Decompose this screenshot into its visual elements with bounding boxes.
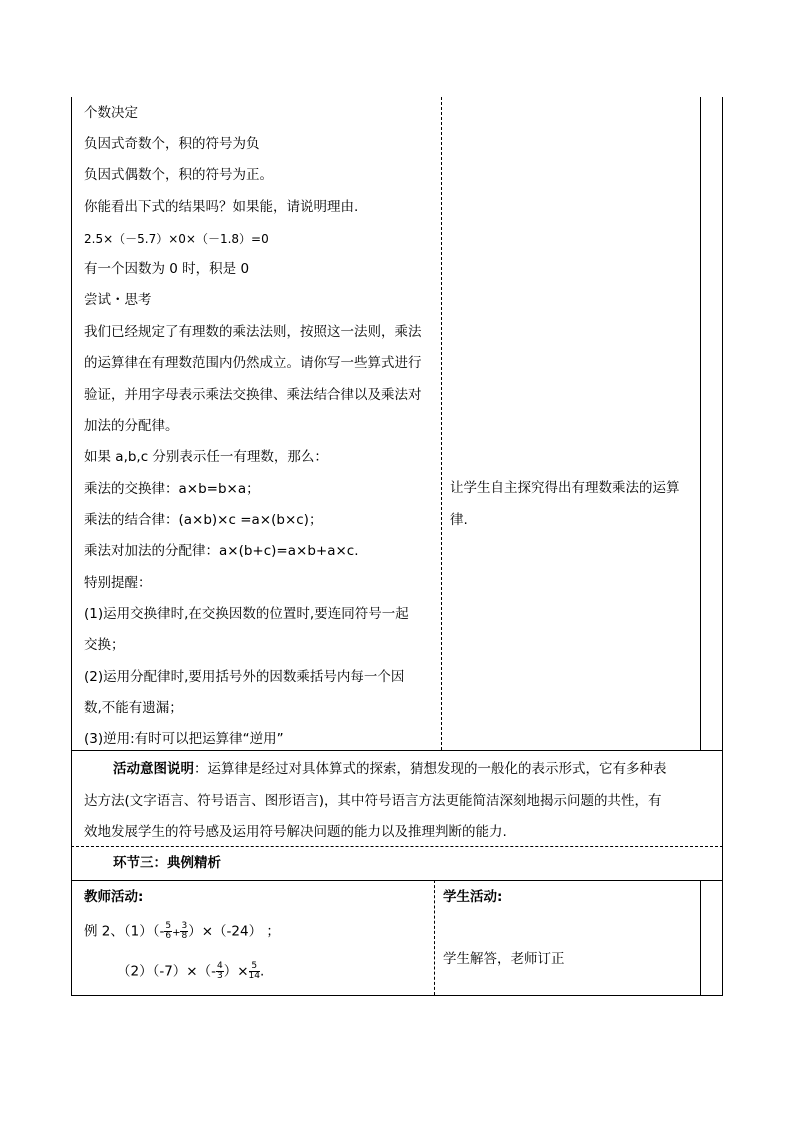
table-right-inner-border bbox=[700, 97, 701, 750]
student-activity-heading: 学生活动: bbox=[443, 889, 503, 905]
fraction-denominator: 14 bbox=[248, 971, 260, 981]
activity-intent-text: ：运算律是经过对具体算式的探索，猜想发现的一般化的表示形式，它有多种表 bbox=[194, 761, 667, 777]
reminder-item: (2)运用分配律时,要用括号外的因数乘括号内每一个因 bbox=[84, 669, 405, 685]
student-intent-line: 律. bbox=[450, 512, 468, 528]
text-line: 我们已经规定了有理数的乘法法则，按照这一法则，乘法 bbox=[84, 324, 422, 340]
column-divider-top bbox=[441, 97, 442, 750]
fraction-denominator: 8 bbox=[181, 931, 188, 941]
text-line: 有一个因数为 0 时，积是 0 bbox=[84, 261, 250, 277]
text-line: 个数决定 bbox=[84, 105, 138, 121]
column-divider-bottom bbox=[434, 880, 435, 995]
example-prefix: 例 2、（1）（- bbox=[84, 923, 165, 940]
text-line: 如果 a,b,c 分别表示任一有理数，那么： bbox=[84, 449, 328, 465]
row-border-section3 bbox=[71, 846, 723, 847]
activity-intent-label: 活动意图说明 bbox=[113, 761, 194, 777]
reminder-item: (1)运用交换律时,在交换因数的位置时,要连同符号一起 bbox=[84, 606, 409, 622]
activity-intent-line-2: 达方法(文字语言、符号语言、图形语言)，其中符号语言方法更能简洁深刻地揭示问题的共性，有 bbox=[84, 793, 662, 809]
text-line: 你能看出下式的结果吗？如果能，请说明理由. bbox=[84, 199, 359, 215]
fraction-5-14 bbox=[249, 962, 260, 981]
text-line: 验证，并用字母表示乘法交换律、乘法结合律以及乘法对 bbox=[84, 387, 422, 403]
example2-mid: ）× bbox=[223, 963, 249, 980]
example-2-part-2 bbox=[117, 962, 264, 984]
section3-title: 环节三：典例精析 bbox=[113, 855, 221, 871]
example-suffix: ）×（-24） ； bbox=[188, 923, 280, 940]
row-border-examples bbox=[71, 880, 723, 881]
equation-line: 2.5×（－5.7）×0×（－1.8）=0 bbox=[84, 232, 269, 246]
text-line: 负因式偶数个，积的符号为正。 bbox=[84, 167, 273, 183]
text-line: 加法的分配律。 bbox=[84, 418, 179, 434]
row-border-activity-intent bbox=[71, 750, 723, 751]
student-intent-line: 让学生自主探究得出有理数乘法的运算 bbox=[450, 480, 680, 496]
law-commutative: 乘法的交换律：a×b=b×a； bbox=[84, 481, 260, 497]
example2-prefix: （2）（-7）×（- bbox=[117, 963, 216, 980]
student-activity-text: 学生解答，老师订正 bbox=[443, 951, 565, 967]
fraction-numerator: 4 bbox=[216, 961, 223, 971]
table-right-inner-border-bottom bbox=[700, 880, 701, 995]
reminder-item: 数,不能有遗漏； bbox=[84, 700, 183, 716]
fraction-numerator: 3 bbox=[181, 921, 188, 931]
subheading-try-think: 尝试・思考 bbox=[84, 292, 152, 308]
teacher-activity-heading: 教师活动: bbox=[84, 889, 144, 905]
fraction-4-3 bbox=[216, 962, 224, 981]
fraction-numerator: 5 bbox=[249, 962, 260, 972]
reminder-item: (3)逆用:有时可以把运算律“逆用” bbox=[84, 731, 284, 747]
plus-sign: + bbox=[172, 927, 181, 939]
reminder-item: 交换； bbox=[84, 637, 125, 653]
law-distributive: 乘法对加法的分配律：a×(b+c)=a×b+a×c. bbox=[84, 543, 359, 559]
table-outer-left-border bbox=[71, 97, 72, 995]
fraction-5-6 bbox=[164, 922, 172, 941]
text-line: 负因式奇数个，积的符号为负 bbox=[84, 136, 260, 152]
activity-intent-line-3: 效地发展学生的符号感及运用符号解决问题的能力以及推理判断的能力. bbox=[84, 824, 507, 840]
text-line: 的运算律在有理数范围内仍然成立。请你写一些算式进行 bbox=[84, 355, 422, 371]
fraction-numerator: 5 bbox=[165, 921, 172, 931]
law-associative: 乘法的结合律：(a×b)×c =a×(b×c)； bbox=[84, 512, 323, 528]
fraction-denominator: 3 bbox=[216, 971, 223, 981]
example-2-part-1 bbox=[84, 922, 280, 944]
table-outer-right-border bbox=[722, 97, 723, 995]
activity-intent-line-1 bbox=[113, 760, 667, 778]
special-reminder-heading: 特别提醒： bbox=[84, 575, 152, 591]
example2-end: . bbox=[259, 963, 265, 980]
table-bottom-border bbox=[71, 995, 723, 996]
fraction-denominator: 6 bbox=[165, 931, 172, 941]
